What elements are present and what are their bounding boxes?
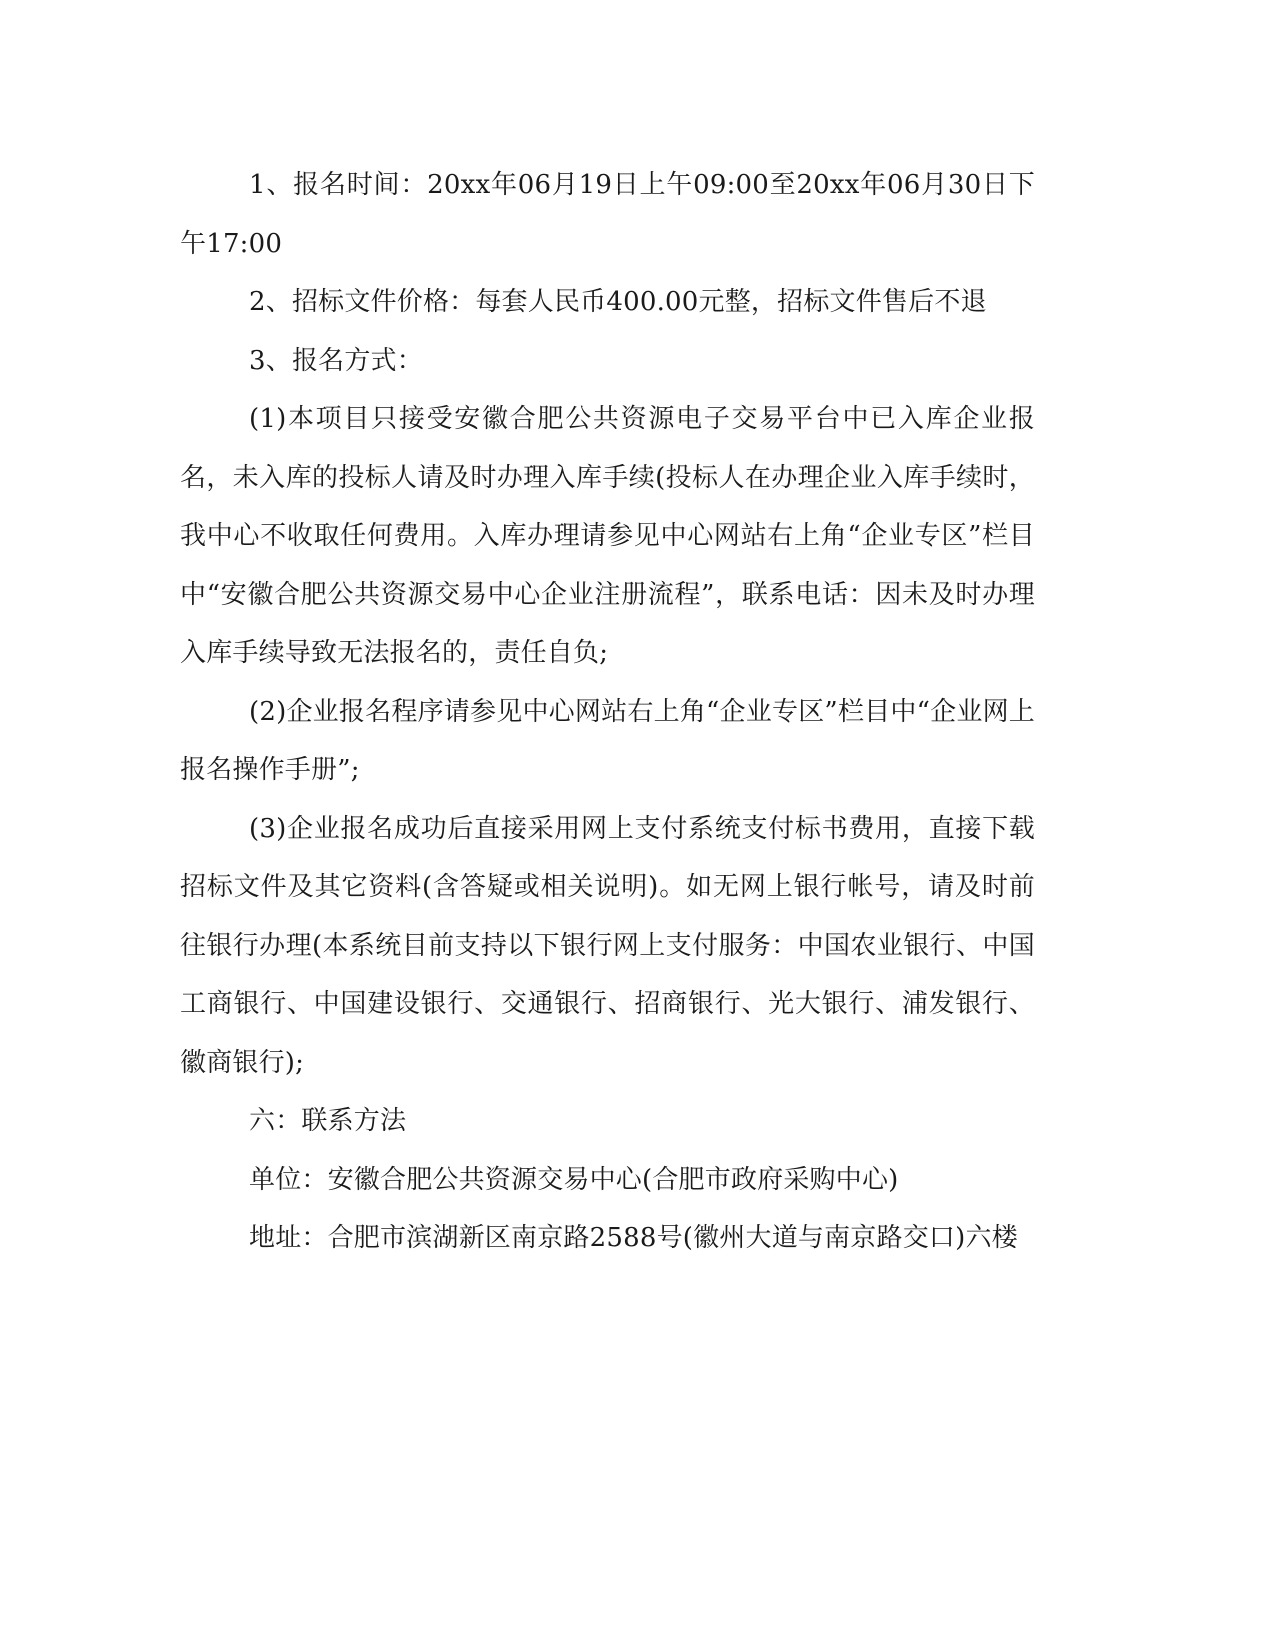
document-body xyxy=(180,156,1035,1268)
section-heading-contact: 六：联系方法 xyxy=(249,1106,407,1136)
paragraph-contact-address: 地址：合肥市滨湖新区南京路2588号(徽州大道与南京路交口)六楼 xyxy=(249,1223,1018,1253)
paragraph-registration-item-1: (1)本项目只接受安徽合肥公共资源电子交易平台中已入库企业报名，未入库的投标人请及时办理入库手续(投标人在办理企业入库手续时，我中心不收取任何费用。入库办理请参见中心网站右上角“企业专区”栏目中“安徽合肥公共资源交易中心企业注册流程”，联系电话：因未及时办理入库手续导致无法报名的，责任自负; xyxy=(180,404,1035,668)
paragraph-registration-method-heading: 3、报名方式： xyxy=(249,345,423,376)
paragraph-document-price: 2、招标文件价格：每套人民币400.00元整，招标文件售后不退 xyxy=(249,287,987,317)
paragraph-registration-time: 1、报名时间：20xx年06月19日上午09:00至20xx年06月30日下午17:00 xyxy=(180,170,1035,259)
paragraph-registration-item-2: (2)企业报名程序请参见中心网站右上角“企业专区”栏目中“企业网上报名操作手册”; xyxy=(180,696,1035,785)
paragraph-registration-item-3: (3)企业报名成功后直接采用网上支付系统支付标书费用，直接下载招标文件及其它资料(含答疑或相关说明)。如无网上银行帐号，请及时前往银行办理(本系统目前支持以下银行网上支付服务：中国农业银行、中国工商银行、中国建设银行、交通银行、招商银行、光大银行、浦发银行、徽商银行); xyxy=(180,813,1035,1078)
paragraph-contact-unit: 单位：安徽合肥公共资源交易中心(合肥市政府采购中心) xyxy=(249,1164,899,1195)
